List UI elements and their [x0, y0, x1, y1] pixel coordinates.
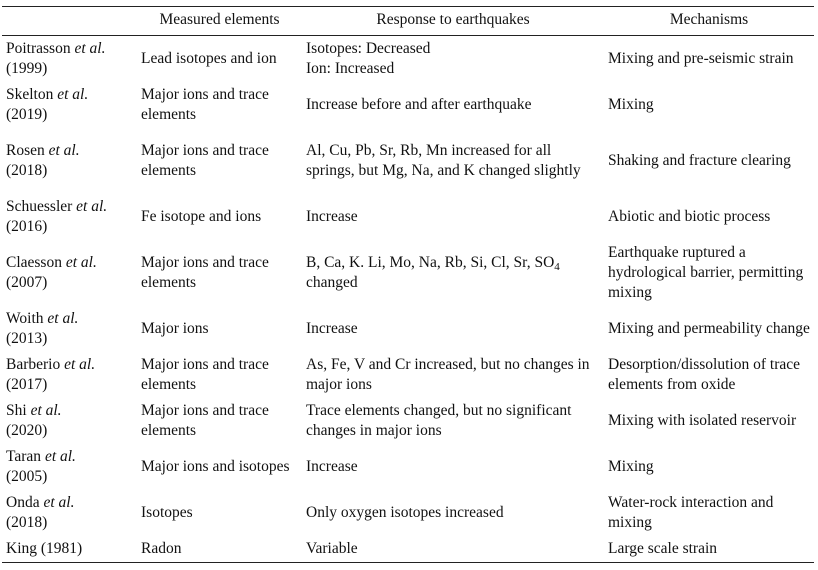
table-row	[2, 240, 814, 306]
study-year: (2019)	[6, 106, 48, 123]
table-header	[2, 7, 814, 36]
study-etal: et al.	[30, 402, 62, 419]
response-cell: Increase	[306, 320, 358, 337]
study-etal: et al.	[57, 86, 89, 103]
table-row	[2, 82, 814, 128]
response-cell: As, Fe, V and Cr increased, but no changes in major ions	[306, 356, 590, 393]
table-row	[2, 536, 814, 563]
study-cell	[2, 194, 137, 240]
study-etal: et al.	[48, 142, 80, 159]
mechanism-cell: Water-rock interaction and mixing	[608, 494, 774, 531]
study-year: (2018)	[6, 514, 48, 531]
study-cell	[2, 240, 137, 306]
measured-elements-cell: Major ions and trace elements	[141, 142, 269, 179]
study-cell	[2, 352, 137, 398]
response-cell: Increase before and after earthquake	[306, 96, 532, 113]
study-year: (2020)	[6, 422, 48, 439]
study-etal: et al.	[47, 310, 79, 327]
study-cell	[2, 306, 137, 352]
mechanism-cell: Shaking and fracture clearing	[608, 152, 791, 169]
response-cell: Isotopes: Decreased Ion: Increased	[306, 40, 431, 77]
study-etal: et al.	[44, 448, 76, 465]
study-etal: et al.	[74, 40, 106, 57]
response-cell: Al, Cu, Pb, Sr, Rb, Mn increased for all springs, but Mg, Na, and K changed slightly	[306, 142, 581, 179]
study-author: Schuessler	[6, 198, 73, 215]
table-row	[2, 36, 814, 83]
study-year: (2017)	[6, 376, 48, 393]
study-year: (2018)	[6, 162, 48, 179]
header-mechanisms: Mechanisms	[604, 7, 814, 36]
mechanism-cell: Mixing	[608, 458, 654, 475]
study-author: Barberio	[6, 356, 61, 373]
measured-elements-cell: Fe isotope and ions	[141, 208, 262, 225]
measured-elements-cell: Major ions	[141, 320, 209, 337]
response-cell: Increase	[306, 208, 358, 225]
study-cell	[2, 82, 137, 128]
table-row	[2, 306, 814, 352]
study-author: Claesson	[6, 254, 62, 271]
mechanism-cell: Mixing	[608, 96, 654, 113]
header-measured-elements: Measured elements	[137, 7, 302, 36]
study-etal: et al.	[76, 198, 108, 215]
table-body	[2, 36, 814, 563]
study-author: Onda	[6, 494, 40, 511]
study-author: Taran	[6, 448, 42, 465]
study-author: Poitrasson	[6, 40, 71, 57]
study-etal: et al.	[43, 494, 75, 511]
header-response: Response to earthquakes	[302, 7, 604, 36]
study-cell	[2, 536, 137, 563]
mechanism-cell: Abiotic and biotic process	[608, 208, 771, 225]
table-row	[2, 398, 814, 444]
response-cell	[302, 240, 604, 306]
table-row	[2, 444, 814, 490]
measured-elements-cell: Radon	[137, 536, 302, 563]
study-year: (2016)	[6, 218, 48, 235]
response-cell: Only oxygen isotopes increased	[306, 504, 504, 521]
study-year: (2005)	[6, 468, 48, 485]
study-etal: et al.	[64, 356, 96, 373]
response-cell: Variable	[302, 536, 604, 563]
mechanism-cell: Desorption/dissolution of trace elements from oxide	[608, 356, 800, 393]
study-etal: et al.	[65, 254, 97, 271]
study-year: (2007)	[6, 274, 48, 291]
study-cell	[2, 36, 137, 83]
measured-elements-cell: Major ions and trace elements	[141, 86, 269, 123]
table-row	[2, 352, 814, 398]
study-cell	[2, 398, 137, 444]
measured-elements-cell: Major ions and trace elements	[141, 402, 269, 439]
study-cell	[2, 444, 137, 490]
study-author: King (1981)	[6, 540, 83, 557]
study-author: Rosen	[6, 142, 45, 159]
study-year: (1999)	[6, 60, 48, 77]
table-row	[2, 490, 814, 536]
response-subscript: 4	[554, 261, 560, 273]
study-author: Skelton	[6, 86, 54, 103]
mechanism-cell: Mixing and permeability change	[608, 320, 810, 337]
table-row	[2, 128, 814, 194]
study-cell	[2, 490, 137, 536]
study-cell	[2, 128, 137, 194]
response-text: B, Ca, K. Li, Mo, Na, Rb, Si, Cl, Sr, SO	[306, 254, 555, 271]
earthquake-hydrochemistry-table	[2, 6, 814, 563]
table-row	[2, 194, 814, 240]
study-author: Shi	[6, 402, 27, 419]
response-text-tail: changed	[306, 274, 358, 291]
study-author: Woith	[6, 310, 44, 327]
mechanism-cell: Large scale strain	[604, 536, 814, 563]
measured-elements-cell: Major ions and isotopes	[141, 458, 290, 475]
response-cell: Trace elements changed, but no significant changes in major ions	[306, 402, 572, 439]
response-cell: Increase	[306, 458, 358, 475]
mechanism-cell: Mixing with isolated reservoir	[608, 412, 797, 429]
header-study	[2, 7, 137, 36]
mechanism-cell: Mixing and pre-seismic strain	[608, 50, 794, 67]
mechanism-cell: Earthquake ruptured a hydrological barrier, permitting mixing	[608, 244, 804, 301]
measured-elements-cell: Isotopes	[141, 504, 193, 521]
study-year: (2013)	[6, 330, 48, 347]
header-row	[2, 7, 814, 36]
measured-elements-cell: Major ions and trace elements	[141, 254, 269, 291]
measured-elements-cell: Major ions and trace elements	[141, 356, 269, 393]
measured-elements-cell: Lead isotopes and ion	[141, 50, 277, 67]
